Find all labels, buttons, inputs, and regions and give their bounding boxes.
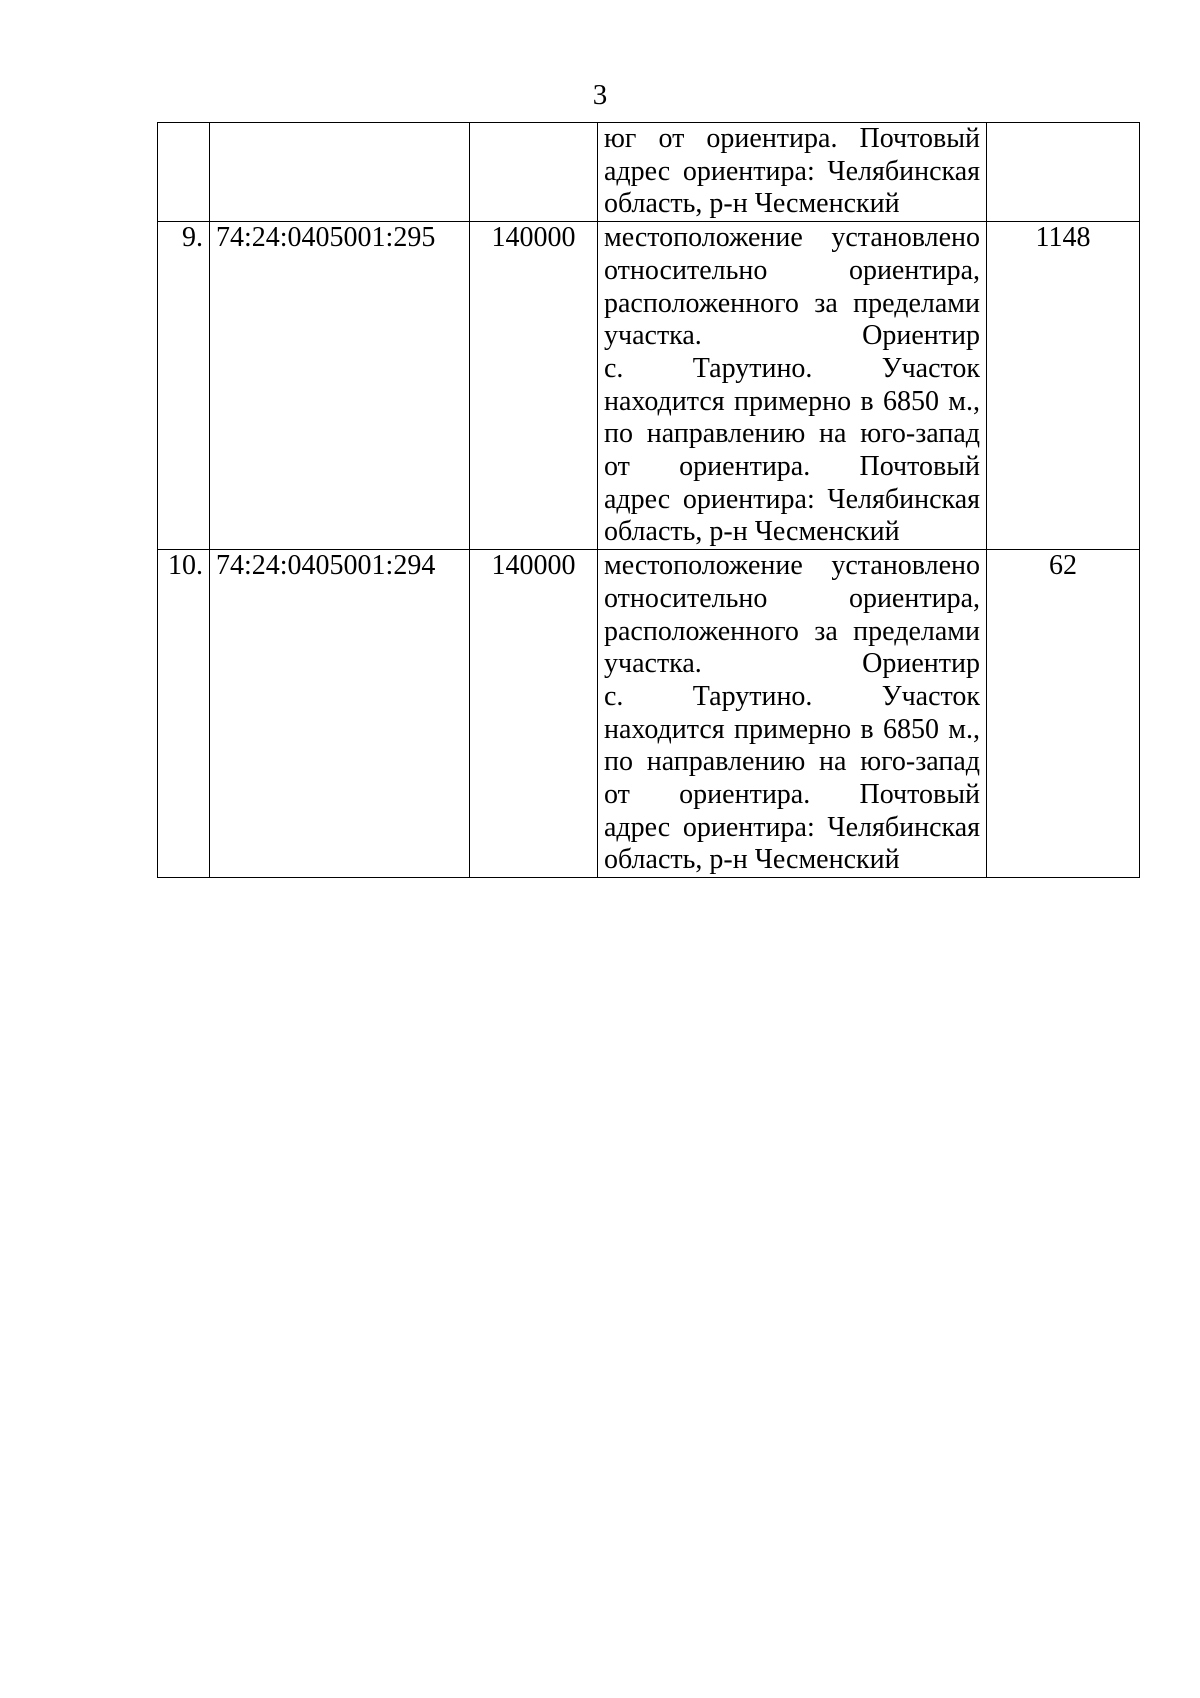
row-value — [987, 123, 1140, 222]
description-line: участка. Ориентир — [604, 648, 980, 680]
description-line: по направлению на юго-запад — [604, 418, 980, 450]
description-line: с. Тарутино. Участок — [604, 352, 980, 384]
description-line: расположенного за пределами — [604, 287, 980, 319]
description-line: область, р-н Чесменский — [604, 844, 900, 876]
table-row — [158, 123, 1140, 222]
row-value: 1148 — [987, 222, 1140, 550]
description-line: относительно ориентира, — [604, 582, 980, 614]
description-line: находится примерно в 6850 м., — [604, 713, 980, 745]
description-line: юг от ориентира. Почтовый — [604, 123, 980, 154]
description-line: расположенного за пределами — [604, 615, 980, 647]
description-line: от ориентира. Почтовый — [604, 779, 980, 811]
cadastral-number: 74:24:0405001:294 — [210, 550, 470, 878]
table-row — [158, 222, 1140, 550]
page-number: 3 — [592, 79, 608, 111]
table-row — [158, 550, 1140, 878]
description-line: от ориентира. Почтовый — [604, 451, 980, 483]
description-line: адрес ориентира: Челябинская — [604, 155, 980, 187]
row-number — [158, 123, 210, 222]
description-line: область, р-н Чесменский — [604, 516, 900, 548]
description-line: участка. Ориентир — [604, 320, 980, 352]
row-value: 62 — [987, 550, 1140, 878]
row-number: 10. — [158, 550, 210, 878]
row-number: 9. — [158, 222, 210, 550]
location-description — [598, 123, 987, 222]
description-line: местоположение установлено — [604, 222, 980, 254]
description-line: область, р-н Чесменский — [604, 188, 900, 220]
description-line: по направлению на юго-запад — [604, 746, 980, 778]
location-description — [598, 222, 987, 550]
description-line: адрес ориентира: Челябинская — [604, 811, 980, 843]
description-line: местоположение установлено — [604, 550, 980, 582]
description-line: адрес ориентира: Челябинская — [604, 483, 980, 515]
cadastral-number: 74:24:0405001:295 — [210, 222, 470, 550]
description-line: находится примерно в 6850 м., — [604, 385, 980, 417]
description-line: относительно ориентира, — [604, 254, 980, 286]
cadastral-number — [210, 123, 470, 222]
parcel-area — [470, 123, 598, 222]
parcel-area: 140000 — [470, 222, 598, 550]
parcel-area: 140000 — [470, 550, 598, 878]
location-description — [598, 550, 987, 878]
description-line: с. Тарутино. Участок — [604, 680, 980, 712]
land-parcels-table — [157, 122, 1140, 878]
